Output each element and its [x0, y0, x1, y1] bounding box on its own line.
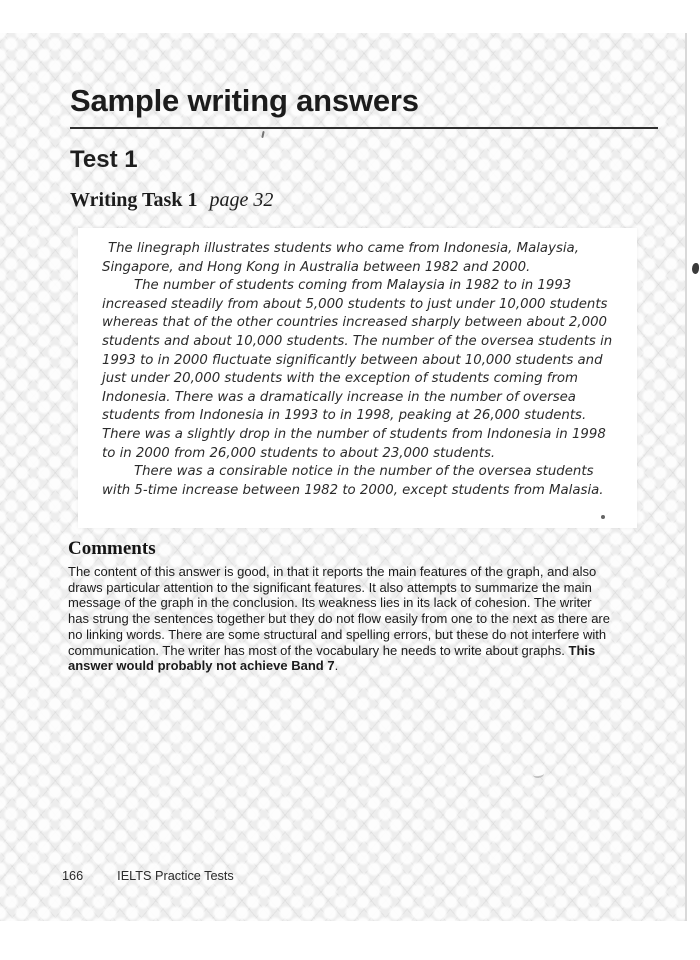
- page-background: [0, 33, 687, 921]
- scan-speck: [601, 515, 605, 519]
- answer-paragraph-2: The number of students coming from Malaysia in 1982 to in 1993 increased steadily from about 5,000 students to just under 10,000 students whereas that of the other countries increased sharply between about 2,000 students and about 10,000 students. The number of the oversea students in 1993 to in 2000 fluctuate significantly between about 10,000 students and just under 20,000 students with the exception of students coming from Indonesia. There was a dramatically increase in the number of oversea students from Indonesia in 1993 to in 1998, peaking at 26,000 students. There was a slightly drop in the number of students from Indonesia in 1998 to in 2000 from 26,000 students to about 23,000 students.: [102, 278, 613, 461]
- page-footer: [62, 869, 234, 883]
- comments-text: The content of this answer is good, in that it reports the main features of the graph, and also draws particular attention to the significant features. It also attempts to summarize the main message of the graph in the conclusion. Its weakness lies in its lack of cohesion. The writer has strung the sentences together but they do not flow easily from one to the next as there are no linking words. There are some structural and spelling errors, but these do not interfere with communication. The writer has most of the vocabulary he needs to write about graphs.: [68, 564, 610, 658]
- comments-verdict: This answer would probably not achieve Band 7: [68, 642, 596, 674]
- task-page-ref: page 32: [209, 189, 274, 211]
- page-title: Sample writing answers: [70, 83, 419, 118]
- title-divider: [70, 127, 658, 129]
- page-number: 166: [62, 869, 84, 883]
- comments-heading: Comments: [68, 538, 156, 559]
- answer-paragraph-1: The linegraph illustrates students who came from Indonesia, Malaysia, Singapore, and Hong Kong in Australia between 1982 and 2000.: [102, 241, 579, 275]
- scan-edge-mark: [692, 263, 699, 274]
- task-line: [70, 189, 273, 212]
- comments-body: [68, 564, 615, 674]
- handwritten-answer-box: [78, 228, 637, 528]
- answer-paragraph-3: There was a consirable notice in the number of the oversea students with 5-time increase between 1982 to 2000, except students from Malasia.: [102, 464, 604, 498]
- comments-verdict-period: .: [334, 658, 339, 674]
- task-heading: Writing Task 1: [70, 189, 198, 211]
- book-title: IELTS Practice Tests: [117, 869, 234, 883]
- test-heading: Test 1: [70, 146, 138, 173]
